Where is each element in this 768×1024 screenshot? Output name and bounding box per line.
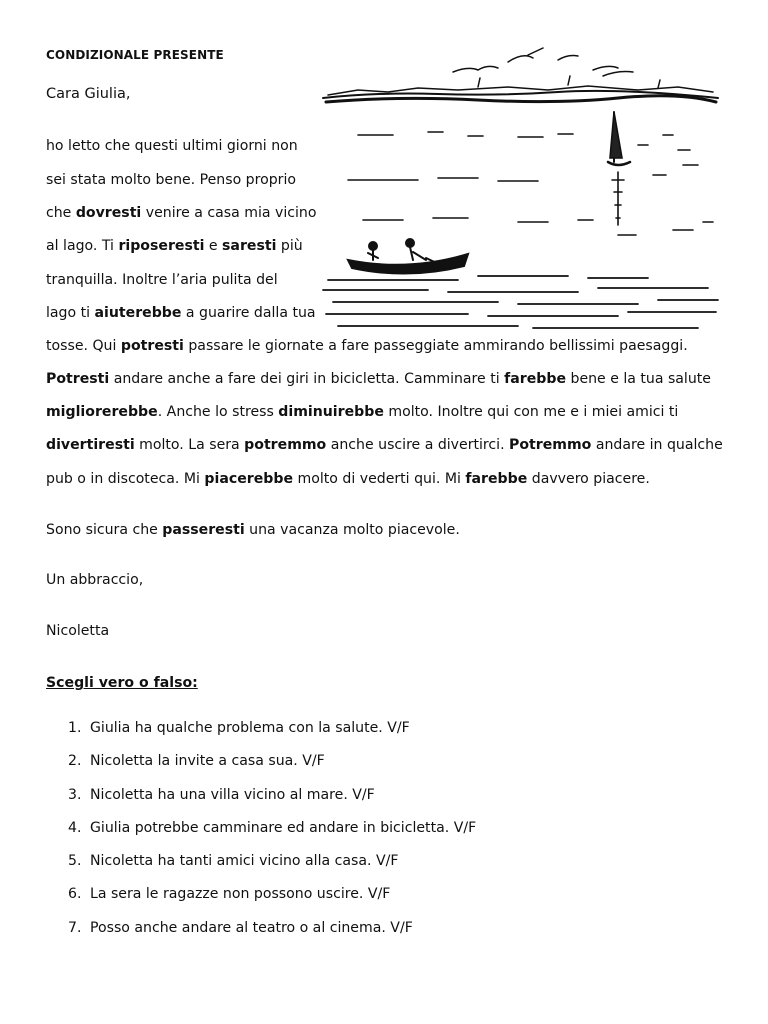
letter-text: andare anche a fare dei giri in bicicletta. Camminare ti xyxy=(109,371,505,387)
question-text: Giulia ha qualche problema con la salute. V/F xyxy=(90,720,410,736)
letter-farewell: Un abbraccio, xyxy=(46,572,144,588)
letter-text: a guarire dalla tua xyxy=(181,305,316,321)
letter-text: molto. Inoltre qui con me e i miei amici ti xyxy=(383,404,679,420)
exercise-heading: Scegli vero o falso: xyxy=(46,675,198,691)
letter-text: che xyxy=(46,205,76,221)
letter-line xyxy=(46,304,316,322)
conditional-verb: farebbe xyxy=(504,371,567,387)
letter-text: passare le giornate a fare passeggiate ammirando bellissimi paesaggi. xyxy=(183,338,688,354)
letter-text: tosse. Qui xyxy=(46,338,121,354)
letter-line xyxy=(46,171,296,189)
letter-greeting: Cara Giulia, xyxy=(46,86,131,102)
letter-line xyxy=(46,204,316,222)
letter-line xyxy=(46,370,711,388)
question-list xyxy=(68,718,476,951)
question-text: Giulia potrebbe camminare ed andare in bicicletta. V/F xyxy=(90,819,477,836)
question-item xyxy=(68,851,476,884)
letter-text: davvero piacere. xyxy=(527,471,650,487)
letter-text: sei stata molto bene. Penso proprio xyxy=(46,172,297,188)
letter-line xyxy=(46,403,678,421)
letter-text: più xyxy=(276,238,303,254)
letter-text: al lago. Ti xyxy=(46,238,119,254)
conditional-verb: diminuirebbe xyxy=(278,404,384,420)
closing-sentence xyxy=(46,522,460,538)
question-number: 2. xyxy=(68,753,82,770)
letter-text: e xyxy=(204,238,223,254)
letter-line xyxy=(46,237,303,255)
letter-text: . Anche lo stress xyxy=(157,404,279,420)
question-item xyxy=(68,818,476,851)
conditional-verb: divertiresti xyxy=(46,437,135,453)
question-number: 6. xyxy=(68,886,82,903)
conditional-verb: migliorerebbe xyxy=(46,404,158,420)
lake-sketch-illustration xyxy=(318,40,723,340)
conditional-verb: riposeresti xyxy=(118,238,205,254)
letter-line xyxy=(46,271,278,289)
question-text: Nicoletta ha tanti amici vicino alla casa. V/F xyxy=(90,853,399,870)
question-text: La sera le ragazze non possono uscire. V/F xyxy=(90,886,391,903)
question-number: 1. xyxy=(68,720,82,736)
question-item xyxy=(68,785,476,818)
question-number: 4. xyxy=(68,819,82,836)
conditional-verb: passeresti xyxy=(162,522,245,538)
rowboat xyxy=(348,239,468,274)
water-ripples xyxy=(348,132,713,235)
conditional-verb: Potremmo xyxy=(509,437,592,453)
letter-text: lago ti xyxy=(46,305,95,321)
letter-text: molto. La sera xyxy=(134,437,245,453)
conditional-verb: Potresti xyxy=(46,371,110,387)
foreground-waves xyxy=(323,276,718,328)
question-item xyxy=(68,718,476,751)
question-text: Nicoletta la invite a casa sua. V/F xyxy=(90,753,325,770)
sky-birds xyxy=(453,48,633,76)
conditional-verb: potremmo xyxy=(244,437,327,453)
conditional-verb: saresti xyxy=(222,238,277,254)
letter-text: bene e la tua salute xyxy=(566,371,711,387)
letter-text: pub o in discoteca. Mi xyxy=(46,471,205,487)
question-number: 5. xyxy=(68,853,82,870)
conditional-verb: piacerebbe xyxy=(204,471,294,487)
letter-text: venire a casa mia vicino xyxy=(141,205,317,221)
question-number: 7. xyxy=(68,919,82,936)
sailboat xyxy=(608,112,630,225)
letter-text: andare in qualche xyxy=(591,437,723,453)
letter-line xyxy=(46,470,650,488)
conditional-verb: potresti xyxy=(120,338,184,354)
question-item xyxy=(68,884,476,917)
letter-signature: Nicoletta xyxy=(46,623,110,639)
letter-line xyxy=(46,137,298,155)
letter-text: anche uscire a divertirci. xyxy=(326,437,510,453)
letter-text: molto di vederti qui. Mi xyxy=(293,471,466,487)
letter-text: tranquilla. Inoltre l’aria pulita del xyxy=(46,272,278,288)
question-item xyxy=(68,918,476,951)
question-item xyxy=(68,751,476,784)
question-text: Nicoletta ha una villa vicino al mare. V/F xyxy=(90,786,375,803)
letter-text: ho letto che questi ultimi giorni non xyxy=(46,138,298,154)
conditional-verb: dovresti xyxy=(75,205,142,221)
letter-line xyxy=(46,436,723,454)
letter-text: Sono sicura che xyxy=(46,522,163,538)
conditional-verb: farebbe xyxy=(465,471,528,487)
conditional-verb: aiuterebbe xyxy=(94,305,182,321)
document-title: CONDIZIONALE PRESENTE xyxy=(46,48,224,62)
letter-text: una vacanza molto piacevole. xyxy=(244,522,460,538)
shoreline xyxy=(323,76,718,102)
question-text: Posso anche andare al teatro o al cinema. V/F xyxy=(90,919,413,936)
question-number: 3. xyxy=(68,786,82,803)
